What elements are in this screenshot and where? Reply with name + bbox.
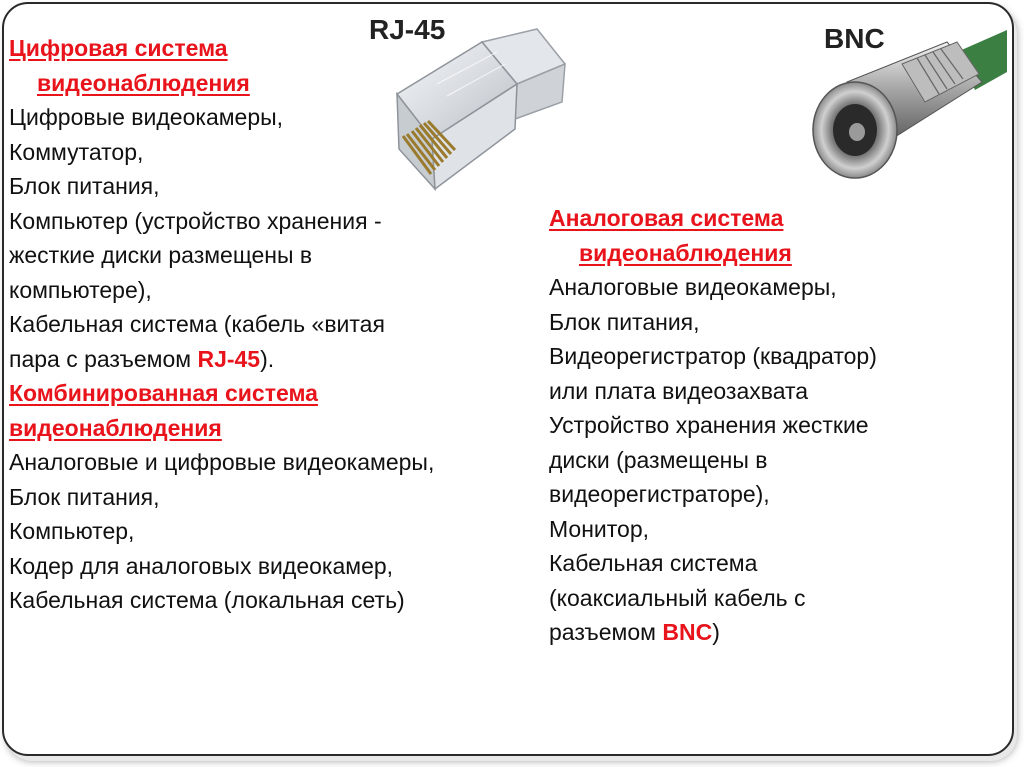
analog-item: видеорегистраторе),	[549, 481, 770, 507]
analog-item: Аналоговые видеокамеры,	[549, 274, 837, 300]
digital-heading-line-2: видеонаблюдения	[37, 69, 250, 96]
analog-item: Видеорегистратор (квадратор)	[549, 343, 877, 369]
bnc-highlight: BNC	[662, 619, 713, 645]
bnc-connector-icon	[807, 12, 1007, 188]
analog-item: диски (размещены в	[549, 446, 768, 473]
text: разъемом	[549, 619, 663, 645]
combined-item: Кабельная система (локальная сеть)	[9, 587, 405, 613]
slide	[2, 2, 1014, 756]
analog-item: Устройство хранения жесткие	[549, 412, 869, 438]
digital-item: жесткие диски размещены в	[9, 242, 313, 268]
digital-heading: Цифровая система	[9, 35, 228, 61]
combined-item: Компьютер,	[9, 518, 135, 544]
digital-item: компьютере),	[9, 276, 152, 303]
text: ).	[260, 345, 275, 372]
combined-item: Кодер для аналоговых видеокамер,	[9, 552, 394, 579]
digital-item: Коммутатор,	[9, 138, 144, 165]
analog-heading-line-2: видеонаблюдения	[579, 239, 792, 266]
text: )	[712, 619, 720, 645]
analog-item: Блок питания,	[549, 308, 700, 335]
digital-item: Компьютер (устройство хранения -	[9, 207, 382, 234]
combined-item: Аналоговые и цифровые видеокамеры,	[9, 449, 435, 475]
rj45-highlight: RJ-45	[197, 345, 261, 372]
left-column	[9, 31, 434, 618]
analog-item: Монитор,	[549, 515, 650, 542]
right-column	[549, 201, 877, 650]
rj45-label: RJ-45	[369, 14, 446, 45]
digital-item-last	[9, 342, 434, 377]
digital-item: Кабельная система (кабель «витая	[9, 311, 385, 337]
analog-item: (коаксиальный кабель с	[549, 584, 806, 611]
analog-item-last	[549, 615, 877, 650]
combined-heading-line-2: видеонаблюдения	[9, 414, 222, 441]
digital-item: Цифровые видеокамеры,	[9, 104, 284, 130]
bnc-label: BNC	[824, 23, 885, 54]
combined-heading: Комбинированная система	[9, 380, 318, 406]
analog-item: Кабельная система	[549, 550, 758, 576]
digital-item: Блок питания,	[9, 173, 160, 199]
analog-item: или плата видеозахвата	[549, 377, 809, 404]
analog-heading: Аналоговая система	[549, 205, 784, 231]
combined-item: Блок питания,	[9, 483, 160, 510]
text: пара с разъемом	[9, 345, 198, 372]
